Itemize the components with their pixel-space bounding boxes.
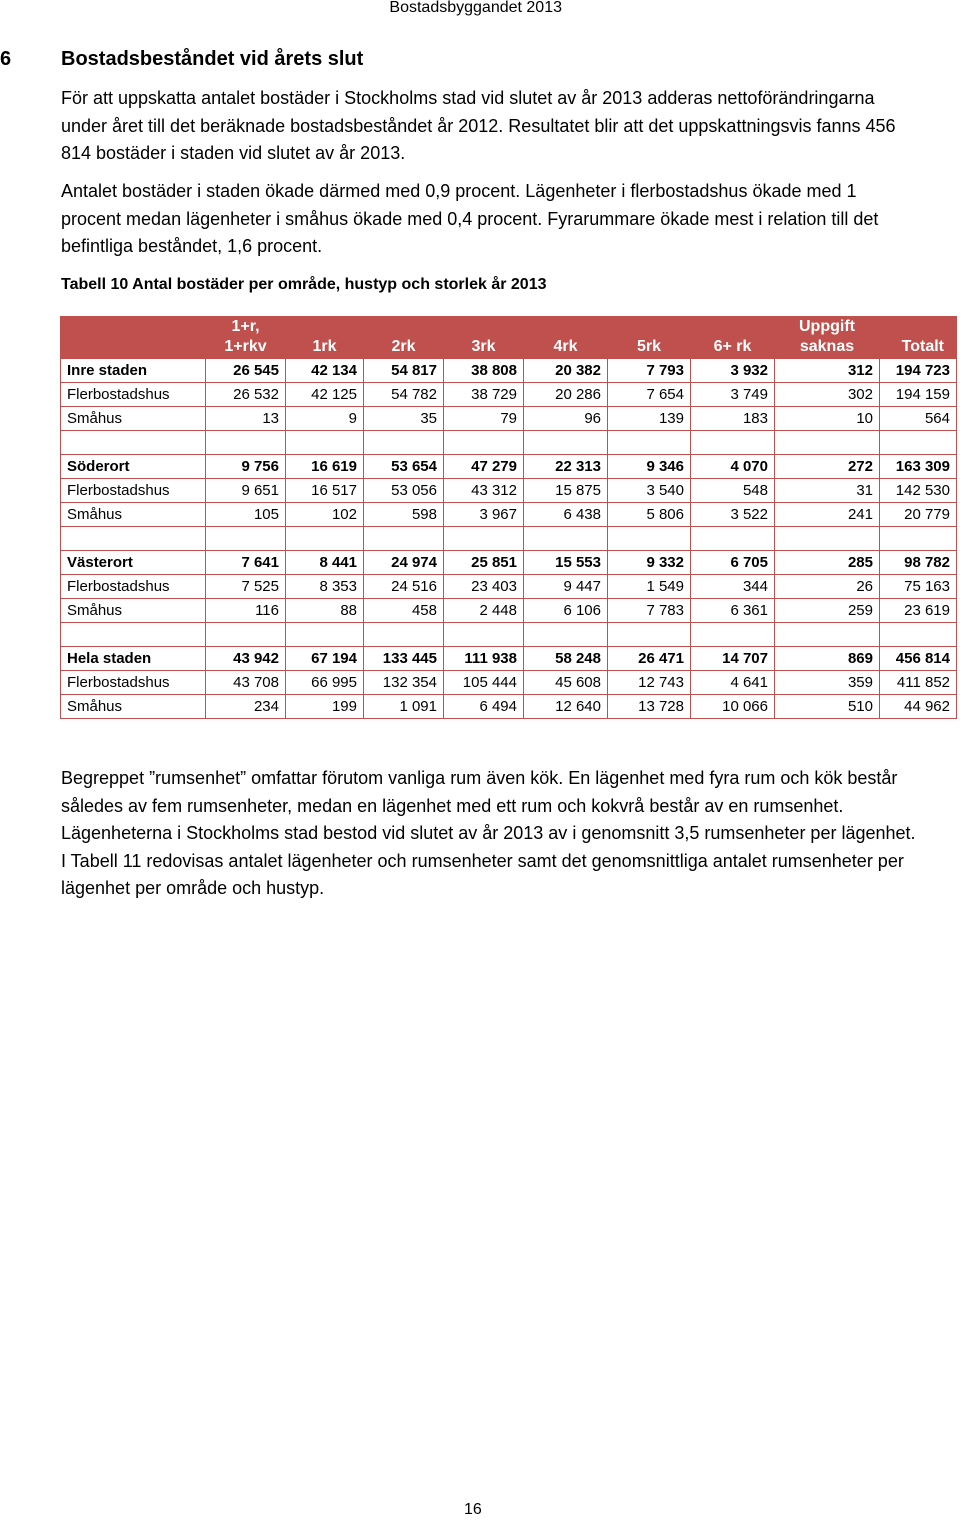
empty-cell — [444, 431, 524, 455]
table-cell: 8 441 — [286, 551, 364, 575]
area-total-row — [61, 455, 957, 479]
table-cell: 26 — [775, 575, 880, 599]
table-cell: 116 — [206, 599, 286, 623]
table-cell: 7 783 — [608, 599, 691, 623]
table-cell: 38 729 — [444, 383, 524, 407]
table-cell: 9 332 — [608, 551, 691, 575]
table-row — [61, 671, 957, 695]
table-cell: 15 875 — [524, 479, 608, 503]
table-cell: 35 — [364, 407, 444, 431]
table-cell: 25 851 — [444, 551, 524, 575]
table-cell: 43 708 — [206, 671, 286, 695]
table-cell: 3 967 — [444, 503, 524, 527]
column-header — [364, 317, 444, 359]
column-header-line: 5rk — [636, 338, 662, 355]
table-row — [61, 383, 957, 407]
table-cell: 564 — [880, 407, 957, 431]
table-cell: 26 471 — [608, 647, 691, 671]
table-cell: 42 134 — [286, 359, 364, 383]
table-cell: 259 — [775, 599, 880, 623]
table-cell: 10 — [775, 407, 880, 431]
group-spacer-row — [61, 527, 957, 551]
column-header-line: 6+ rk — [713, 338, 752, 355]
table-cell: 6 438 — [524, 503, 608, 527]
column-header-line: 4rk — [553, 338, 578, 355]
empty-cell — [880, 623, 957, 647]
table-cell: 4 641 — [691, 671, 775, 695]
table-cell: 24 516 — [364, 575, 444, 599]
table-caption: Tabell 10 Antal bostäder per område, hustyp och storlek år 2013 — [61, 276, 547, 293]
table-row — [61, 575, 957, 599]
table-cell: 12 640 — [524, 695, 608, 719]
empty-cell — [691, 431, 775, 455]
empty-cell — [61, 623, 206, 647]
table-cell: 16 517 — [286, 479, 364, 503]
table-cell: 88 — [286, 599, 364, 623]
table-row — [61, 407, 957, 431]
column-header-line: 1+r, — [231, 318, 260, 335]
table-row — [61, 695, 957, 719]
table-cell: 6 361 — [691, 599, 775, 623]
empty-cell — [364, 431, 444, 455]
table-cell: 2 448 — [444, 599, 524, 623]
empty-cell — [691, 527, 775, 551]
column-header-line: 1+rkv — [224, 338, 267, 355]
table-cell: 16 619 — [286, 455, 364, 479]
table-cell: 3 522 — [691, 503, 775, 527]
table-cell: 7 793 — [608, 359, 691, 383]
table-cell: 7 654 — [608, 383, 691, 407]
table-cell: 96 — [524, 407, 608, 431]
row-label: Flerbostadshus — [61, 671, 206, 695]
table-cell: 20 382 — [524, 359, 608, 383]
table-cell: 1 091 — [364, 695, 444, 719]
table-cell: 3 749 — [691, 383, 775, 407]
empty-cell — [444, 527, 524, 551]
change-paragraph: Antalet bostäder i staden ökade därmed med 0,9 procent. Lägenheter i flerbostadshus ökade med 1 procent medan lägenheter i småhus ökade med 0,4 procent. Fyrarummare ökade mest i relation till det befintliga beståndet, 1,6 procent. — [61, 181, 879, 256]
table-cell: 9 447 — [524, 575, 608, 599]
table-cell: 302 — [775, 383, 880, 407]
row-label: Flerbostadshus — [61, 383, 206, 407]
empty-cell — [880, 431, 957, 455]
table-row — [61, 599, 957, 623]
table-cell: 26 545 — [206, 359, 286, 383]
column-header-line: Uppgift — [799, 318, 855, 335]
table-cell: 9 — [286, 407, 364, 431]
table-cell: 272 — [775, 455, 880, 479]
table-cell: 241 — [775, 503, 880, 527]
table-cell: 45 608 — [524, 671, 608, 695]
column-header — [691, 317, 775, 359]
row-label: Småhus — [61, 407, 206, 431]
table-cell: 6 705 — [691, 551, 775, 575]
row-label: Inre staden — [61, 359, 206, 383]
table-cell: 105 — [206, 503, 286, 527]
table-cell: 42 125 — [286, 383, 364, 407]
table-cell: 194 159 — [880, 383, 957, 407]
table-cell: 9 346 — [608, 455, 691, 479]
table-cell: 67 194 — [286, 647, 364, 671]
table-cell: 15 553 — [524, 551, 608, 575]
table-body — [61, 359, 957, 719]
column-header-line: saknas — [799, 338, 855, 355]
table-cell: 359 — [775, 671, 880, 695]
table-cell: 199 — [286, 695, 364, 719]
table-cell: 23 403 — [444, 575, 524, 599]
table-cell: 411 852 — [880, 671, 957, 695]
column-header-line: Totalt — [901, 338, 944, 355]
empty-cell — [608, 623, 691, 647]
table-cell: 7 525 — [206, 575, 286, 599]
empty-cell — [206, 623, 286, 647]
table-cell: 598 — [364, 503, 444, 527]
table-cell: 312 — [775, 359, 880, 383]
column-header — [61, 317, 206, 359]
table-cell: 102 — [286, 503, 364, 527]
empty-cell — [608, 431, 691, 455]
empty-cell — [206, 527, 286, 551]
row-label: Småhus — [61, 695, 206, 719]
empty-cell — [61, 431, 206, 455]
table-cell: 7 641 — [206, 551, 286, 575]
table-cell: 47 279 — [444, 455, 524, 479]
table-cell: 22 313 — [524, 455, 608, 479]
table-cell: 9 756 — [206, 455, 286, 479]
area-total-row — [61, 647, 957, 671]
table-cell: 24 974 — [364, 551, 444, 575]
empty-cell — [880, 527, 957, 551]
table-cell: 133 445 — [364, 647, 444, 671]
column-header — [775, 317, 880, 359]
table-cell: 38 808 — [444, 359, 524, 383]
table-cell: 20 286 — [524, 383, 608, 407]
empty-cell — [775, 431, 880, 455]
table-cell: 53 056 — [364, 479, 444, 503]
table-cell: 6 494 — [444, 695, 524, 719]
table-cell: 111 938 — [444, 647, 524, 671]
table-cell: 285 — [775, 551, 880, 575]
empty-cell — [364, 623, 444, 647]
column-header — [444, 317, 524, 359]
empty-cell — [775, 623, 880, 647]
empty-cell — [524, 431, 608, 455]
table-cell: 869 — [775, 647, 880, 671]
empty-cell — [364, 527, 444, 551]
table-cell: 163 309 — [880, 455, 957, 479]
table-cell: 510 — [775, 695, 880, 719]
table-cell: 194 723 — [880, 359, 957, 383]
empty-cell — [691, 623, 775, 647]
section-title: Bostadsbeståndet vid årets slut — [61, 48, 364, 70]
intro-paragraph: För att uppskatta antalet bostäder i Stockholms stad vid slutet av år 2013 adderas nettoförändringarna under året till det beräknade bostadsbeståndet år 2012. Resultatet blir att det uppskattningsvis fanns 456 814 bostäder i staden vid slutet av år 2013. — [61, 88, 896, 163]
column-header — [608, 317, 691, 359]
section-number: 6 — [0, 48, 12, 70]
empty-cell — [524, 527, 608, 551]
table-cell: 12 743 — [608, 671, 691, 695]
table-row — [61, 503, 957, 527]
table-cell: 458 — [364, 599, 444, 623]
group-spacer-row — [61, 623, 957, 647]
table-cell: 66 995 — [286, 671, 364, 695]
table-cell: 234 — [206, 695, 286, 719]
empty-cell — [286, 527, 364, 551]
table-header-row — [61, 317, 957, 359]
table-cell: 13 — [206, 407, 286, 431]
table-cell: 98 782 — [880, 551, 957, 575]
column-header-line: 1rk — [312, 338, 337, 355]
table-cell: 456 814 — [880, 647, 957, 671]
column-header-line: 3rk — [471, 338, 496, 355]
empty-cell — [206, 431, 286, 455]
table-row — [61, 479, 957, 503]
row-label: Flerbostadshus — [61, 575, 206, 599]
table-cell: 79 — [444, 407, 524, 431]
row-label: Hela staden — [61, 647, 206, 671]
table-cell: 5 806 — [608, 503, 691, 527]
table-cell: 44 962 — [880, 695, 957, 719]
group-spacer-row — [61, 431, 957, 455]
empty-cell — [608, 527, 691, 551]
table-cell: 75 163 — [880, 575, 957, 599]
column-header — [880, 317, 957, 359]
row-label: Flerbostadshus — [61, 479, 206, 503]
column-header — [206, 317, 286, 359]
table-cell: 139 — [608, 407, 691, 431]
table-cell: 10 066 — [691, 695, 775, 719]
empty-cell — [286, 431, 364, 455]
table-cell: 23 619 — [880, 599, 957, 623]
housing-stock-table — [60, 316, 957, 719]
running-header: Bostadsbyggandet 2013 — [389, 0, 562, 16]
row-label: Småhus — [61, 503, 206, 527]
column-header — [286, 317, 364, 359]
column-header-line: 2rk — [391, 338, 416, 355]
table-cell: 53 654 — [364, 455, 444, 479]
table-cell: 1 549 — [608, 575, 691, 599]
area-total-row — [61, 359, 957, 383]
page-number: 16 — [464, 1501, 482, 1518]
table-cell: 105 444 — [444, 671, 524, 695]
table-cell: 43 312 — [444, 479, 524, 503]
table-cell: 344 — [691, 575, 775, 599]
table-cell: 3 932 — [691, 359, 775, 383]
table-cell: 31 — [775, 479, 880, 503]
empty-cell — [444, 623, 524, 647]
table-cell: 132 354 — [364, 671, 444, 695]
table-cell: 26 532 — [206, 383, 286, 407]
rumsenhet-paragraph: Begreppet ”rumsenhet” omfattar förutom vanliga rum även kök. En lägenhet med fyra rum och kök består således av fem rumsenheter, medan en lägenhet med ett rum och kokvrå består av en rumsenhet. Lägenheterna i Stockholms stad bestod vid slutet av år 2013 av i genomsnitt 3,5 rumsenheter per lägenhet. I Tabell 11 redovisas antalet lägenheter och rumsenheter samt det genomsnittliga antalet rumsenheter per lägenhet per område och hustyp. — [61, 768, 916, 898]
table-cell: 548 — [691, 479, 775, 503]
table-cell: 183 — [691, 407, 775, 431]
table-cell: 54 817 — [364, 359, 444, 383]
table-cell: 54 782 — [364, 383, 444, 407]
empty-cell — [775, 527, 880, 551]
table-cell: 43 942 — [206, 647, 286, 671]
table-cell: 142 530 — [880, 479, 957, 503]
table-cell: 6 106 — [524, 599, 608, 623]
row-label: Söderort — [61, 455, 206, 479]
row-label: Västerort — [61, 551, 206, 575]
table-cell: 13 728 — [608, 695, 691, 719]
table-cell: 3 540 — [608, 479, 691, 503]
table-cell: 4 070 — [691, 455, 775, 479]
column-header — [524, 317, 608, 359]
table-cell: 9 651 — [206, 479, 286, 503]
table-cell: 20 779 — [880, 503, 957, 527]
empty-cell — [524, 623, 608, 647]
empty-cell — [61, 527, 206, 551]
table-cell: 58 248 — [524, 647, 608, 671]
area-total-row — [61, 551, 957, 575]
table-cell: 8 353 — [286, 575, 364, 599]
table-cell: 14 707 — [691, 647, 775, 671]
empty-cell — [286, 623, 364, 647]
row-label: Småhus — [61, 599, 206, 623]
